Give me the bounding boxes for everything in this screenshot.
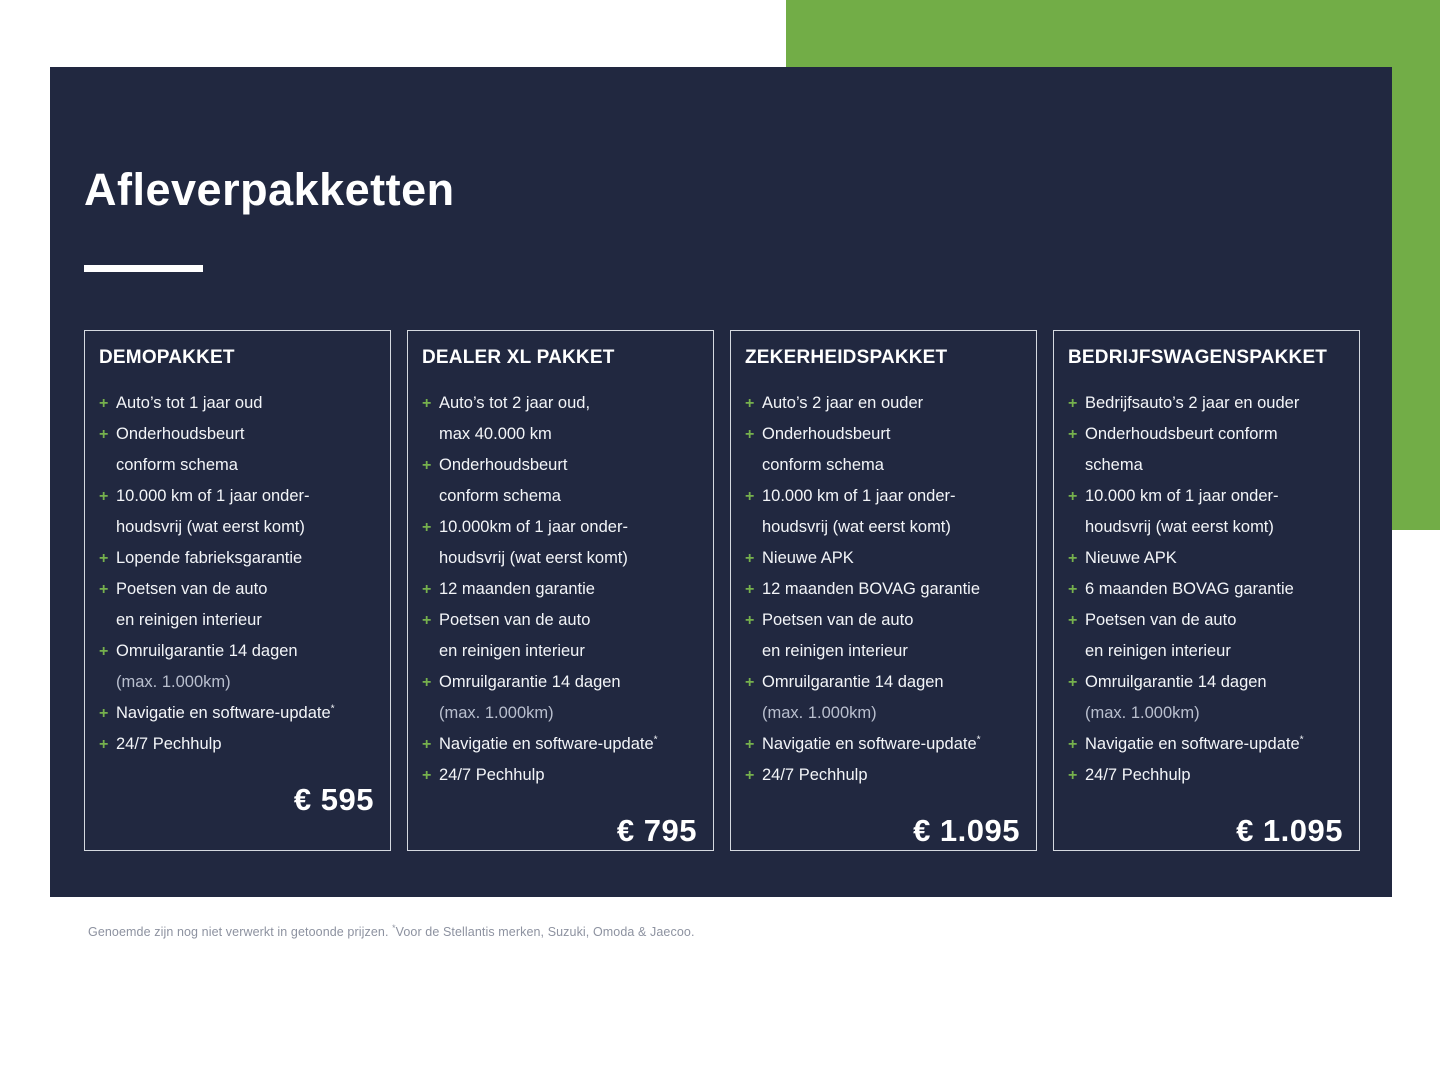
plus-icon: + [745, 736, 755, 753]
feature-text [1085, 760, 1191, 791]
plus-icon: + [99, 395, 109, 412]
feature-line: 10.000 km of 1 jaar onder- [762, 487, 956, 505]
feature-line: Onderhoudsbeurt [762, 425, 891, 443]
feature-line: Navigatie en software-update* [1085, 734, 1304, 753]
feature-item [1068, 543, 1345, 574]
feature-line: 12 maanden garantie [439, 580, 595, 598]
package-price: € 795 [616, 813, 697, 848]
plus-icon: + [745, 550, 755, 567]
package-price: € 1.095 [1236, 813, 1343, 848]
feature-text [439, 729, 658, 760]
footnote [88, 922, 695, 939]
feature-line: conform schema [116, 456, 238, 474]
feature-line: en reinigen interieur [762, 642, 908, 660]
feature-item [99, 574, 376, 636]
plus-icon: + [745, 767, 755, 784]
feature-item [99, 729, 376, 760]
feature-line: (max. 1.000km) [762, 704, 877, 722]
feature-item [422, 605, 699, 667]
feature-line: Omruilgarantie 14 dagen [439, 673, 621, 691]
plus-icon: + [99, 550, 109, 567]
packages-panel [50, 67, 1392, 897]
plus-icon: + [99, 643, 109, 660]
page-title: Afleverpakketten [84, 164, 455, 215]
feature-item [745, 419, 1022, 481]
feature-text [762, 605, 913, 667]
feature-line: (max. 1.000km) [1085, 704, 1200, 722]
feature-item [1068, 729, 1345, 760]
feature-item [745, 729, 1022, 760]
package-title: ZEKERHEIDSPAKKET [745, 347, 948, 368]
feature-text [762, 388, 923, 419]
feature-text [762, 729, 981, 760]
feature-line: 10.000 km of 1 jaar onder- [1085, 487, 1279, 505]
package-card [407, 330, 714, 851]
feature-text [762, 667, 944, 729]
feature-item [1068, 667, 1345, 729]
feature-line: houdsvrij (wat eerst komt) [762, 518, 951, 536]
feature-text [439, 574, 595, 605]
feature-text [439, 512, 628, 574]
plus-icon: + [422, 457, 432, 474]
plus-icon: + [1068, 550, 1078, 567]
feature-line: Navigatie en software-update* [439, 734, 658, 753]
feature-line: 10.000 km of 1 jaar onder- [116, 487, 310, 505]
feature-text [762, 760, 868, 791]
feature-line: Onderhoudsbeurt [116, 425, 245, 443]
feature-line: 24/7 Pechhulp [116, 735, 222, 753]
feature-line: Navigatie en software-update* [116, 703, 335, 722]
feature-item [745, 760, 1022, 791]
feature-line: 12 maanden BOVAG garantie [762, 580, 980, 598]
feature-line: 6 maanden BOVAG garantie [1085, 580, 1294, 598]
feature-line: houdsvrij (wat eerst komt) [1085, 518, 1274, 536]
feature-item [99, 481, 376, 543]
feature-text [1085, 667, 1267, 729]
feature-line: schema [1085, 456, 1143, 474]
plus-icon: + [745, 426, 755, 443]
plus-icon: + [1068, 581, 1078, 598]
plus-icon: + [422, 612, 432, 629]
feature-line: Auto’s 2 jaar en ouder [762, 394, 924, 412]
feature-line: en reinigen interieur [439, 642, 585, 660]
plus-icon: + [745, 612, 755, 629]
feature-item [1068, 481, 1345, 543]
footnote-asterisk: * [392, 922, 396, 933]
package-title: DEALER XL PAKKET [422, 347, 615, 368]
feature-text [762, 419, 890, 481]
plus-icon: + [745, 488, 755, 505]
feature-text [762, 543, 854, 574]
feature-line: Onderhoudsbeurt conform [1085, 425, 1278, 443]
feature-item [1068, 388, 1345, 419]
plus-icon: + [745, 581, 755, 598]
plus-icon: + [1068, 426, 1078, 443]
feature-item [745, 574, 1022, 605]
feature-line: houdsvrij (wat eerst komt) [439, 549, 628, 567]
plus-icon: + [745, 395, 755, 412]
feature-item [1068, 605, 1345, 667]
plus-icon: + [422, 767, 432, 784]
asterisk-superscript: * [653, 734, 658, 746]
feature-text [116, 543, 302, 574]
feature-line: 24/7 Pechhulp [762, 766, 868, 784]
feature-line: conform schema [439, 487, 561, 505]
feature-item [1068, 574, 1345, 605]
feature-line: Omruilgarantie 14 dagen [762, 673, 944, 691]
feature-line: Navigatie en software-update* [762, 734, 981, 753]
feature-line: Omruilgarantie 14 dagen [1085, 673, 1267, 691]
feature-line: (max. 1.000km) [116, 673, 231, 691]
feature-line: en reinigen interieur [1085, 642, 1231, 660]
feature-text [439, 388, 590, 450]
feature-line: Auto’s tot 1 jaar oud [116, 394, 263, 412]
plus-icon: + [99, 705, 109, 722]
feature-text [116, 636, 298, 698]
feature-line: Lopende fabrieksgarantie [116, 549, 303, 567]
feature-line: en reinigen interieur [116, 611, 262, 629]
feature-list [99, 388, 376, 760]
feature-item [422, 388, 699, 450]
feature-text [116, 574, 267, 636]
feature-text [116, 481, 310, 543]
feature-text [116, 419, 244, 481]
feature-text [762, 481, 956, 543]
package-card [1053, 330, 1360, 851]
feature-text [1085, 574, 1294, 605]
feature-text [1085, 419, 1278, 481]
feature-item [745, 605, 1022, 667]
feature-line: Poetsen van de auto [439, 611, 591, 629]
package-title: DEMOPAKKET [99, 347, 235, 368]
feature-list [1068, 388, 1345, 791]
feature-text [1085, 729, 1304, 760]
feature-item [99, 543, 376, 574]
feature-item [99, 636, 376, 698]
package-title: BEDRIJFSWAGENSPAKKET [1068, 347, 1328, 368]
feature-item [745, 667, 1022, 729]
feature-item [745, 388, 1022, 419]
feature-line: Poetsen van de auto [762, 611, 914, 629]
plus-icon: + [745, 674, 755, 691]
feature-line: conform schema [762, 456, 884, 474]
footnote-text: Voor de Stellantis merken, Suzuki, Omoda & Jaecoo. [395, 925, 695, 939]
feature-item [422, 760, 699, 791]
plus-icon: + [422, 581, 432, 598]
package-price: € 595 [293, 782, 374, 817]
asterisk-superscript: * [1299, 734, 1304, 746]
package-price: € 1.095 [913, 813, 1020, 848]
feature-item [422, 512, 699, 574]
feature-text [439, 667, 621, 729]
feature-item [745, 543, 1022, 574]
feature-line: 24/7 Pechhulp [1085, 766, 1191, 784]
feature-line: Auto’s tot 2 jaar oud, [439, 394, 591, 412]
package-card [84, 330, 391, 851]
feature-text [116, 698, 335, 729]
plus-icon: + [99, 581, 109, 598]
plus-icon: + [422, 519, 432, 536]
feature-item [422, 450, 699, 512]
feature-line: Onderhoudsbeurt [439, 456, 568, 474]
feature-line: Poetsen van de auto [1085, 611, 1237, 629]
feature-item [99, 698, 376, 729]
asterisk-superscript: * [976, 734, 981, 746]
feature-list [745, 388, 1022, 791]
footnote-text: Genoemde zijn nog niet verwerkt in getoonde prijzen. [88, 925, 393, 939]
plus-icon: + [422, 674, 432, 691]
package-card [730, 330, 1037, 851]
plus-icon: + [422, 736, 432, 753]
feature-text [439, 760, 545, 791]
plus-icon: + [422, 395, 432, 412]
feature-item [1068, 760, 1345, 791]
plus-icon: + [1068, 488, 1078, 505]
feature-item [422, 729, 699, 760]
feature-text [1085, 481, 1279, 543]
feature-item [745, 481, 1022, 543]
feature-item [99, 419, 376, 481]
feature-item [422, 667, 699, 729]
title-underline [84, 265, 203, 272]
feature-line: max 40.000 km [439, 425, 552, 443]
cards-row [84, 330, 1360, 851]
feature-line: Bedrijfsauto’s 2 jaar en ouder [1085, 394, 1300, 412]
feature-list [422, 388, 699, 791]
asterisk-superscript: * [330, 703, 335, 715]
feature-text [439, 605, 590, 667]
feature-line: (max. 1.000km) [439, 704, 554, 722]
feature-line: 24/7 Pechhulp [439, 766, 545, 784]
feature-text [1085, 388, 1299, 419]
plus-icon: + [1068, 674, 1078, 691]
plus-icon: + [99, 426, 109, 443]
feature-line: Nieuwe APK [1085, 549, 1177, 567]
feature-text [1085, 543, 1177, 574]
plus-icon: + [99, 736, 109, 753]
feature-text [1085, 605, 1236, 667]
plus-icon: + [1068, 612, 1078, 629]
feature-line: Poetsen van de auto [116, 580, 268, 598]
plus-icon: + [99, 488, 109, 505]
feature-item [99, 388, 376, 419]
plus-icon: + [1068, 395, 1078, 412]
feature-text [116, 729, 222, 760]
plus-icon: + [1068, 736, 1078, 753]
feature-line: houdsvrij (wat eerst komt) [116, 518, 305, 536]
feature-text [439, 450, 567, 512]
feature-line: 10.000km of 1 jaar onder- [439, 518, 628, 536]
plus-icon: + [1068, 767, 1078, 784]
feature-item [1068, 419, 1345, 481]
feature-text [116, 388, 262, 419]
feature-line: Nieuwe APK [762, 549, 854, 567]
feature-line: Omruilgarantie 14 dagen [116, 642, 298, 660]
feature-text [762, 574, 980, 605]
feature-item [422, 574, 699, 605]
